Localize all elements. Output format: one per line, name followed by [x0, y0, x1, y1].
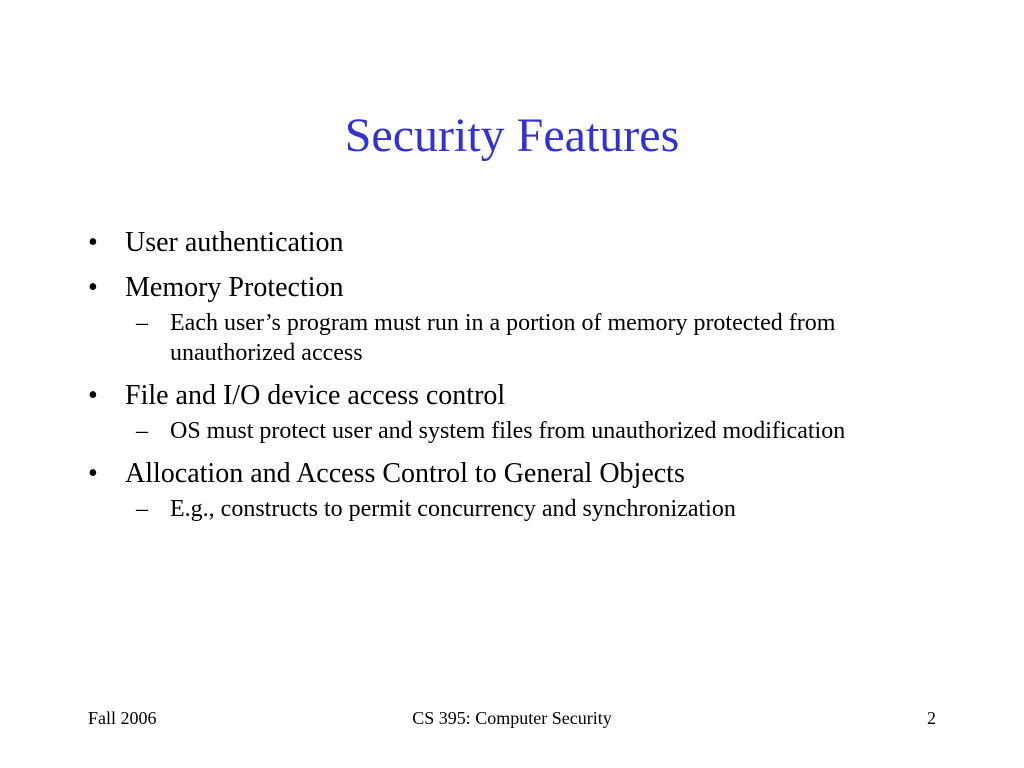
footer-course: CS 395: Computer Security	[412, 708, 612, 728]
bullet-text: File and I/O device access control	[125, 380, 506, 411]
page-number: 2	[927, 708, 936, 728]
sub-bullet-marker: –	[136, 418, 148, 444]
bullet-item	[88, 457, 968, 491]
sub-bullet-marker: –	[136, 310, 148, 336]
sub-bullet-item	[136, 494, 910, 524]
slide-title: Security Features	[344, 109, 680, 162]
sub-bullet-item	[136, 416, 910, 446]
bullet-marker: •	[88, 458, 98, 489]
sub-bullet-text: E.g., constructs to permit concurrency and synchronization	[170, 496, 736, 522]
bullet-item	[88, 226, 968, 260]
bullet-item	[88, 379, 968, 413]
sub-bullet-text: OS must protect user and system files from unauthorized modification	[170, 418, 846, 444]
bullet-marker: •	[88, 380, 98, 411]
sub-bullet-item	[136, 308, 910, 368]
bullet-marker: •	[88, 272, 98, 303]
bullet-text: Memory Protection	[125, 272, 344, 303]
sub-bullet-text: Each user’s program must run in a portion of memory protected from unauthorized access	[170, 310, 836, 366]
sub-bullet-marker: –	[136, 496, 148, 522]
bullet-text: Allocation and Access Control to General Objects	[125, 458, 685, 489]
bullet-item	[88, 271, 968, 305]
bullet-text: User authentication	[125, 227, 344, 258]
bullet-list	[88, 226, 968, 524]
bullet-marker: •	[88, 227, 98, 258]
footer-date: Fall 2006	[88, 708, 157, 728]
